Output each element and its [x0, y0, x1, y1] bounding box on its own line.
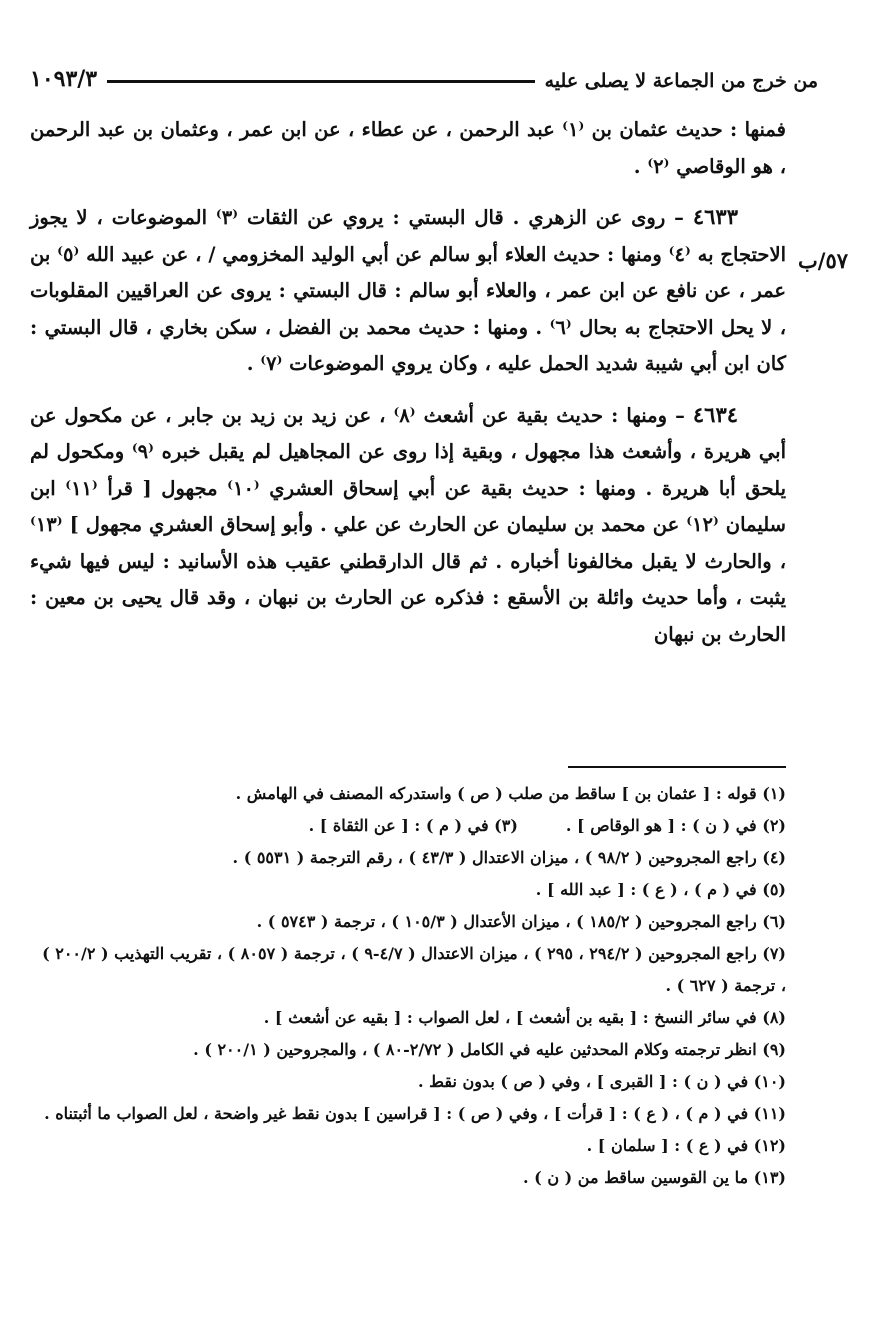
footnote: (١٢) في ( ع ) : [ سلمان ] . [586, 1136, 786, 1155]
running-title: من خرج من الجماعة لا يصلى عليه [544, 70, 818, 92]
footnote: (٣) في ( م ) : [ عن الثقاة ] . [308, 816, 518, 835]
footnote-row [40, 810, 786, 842]
header-rule [107, 80, 535, 83]
footnote: (٢) في ( ن ) : [ هو الوقاص ] . [565, 816, 786, 835]
main-text [30, 112, 786, 667]
paragraph [30, 199, 786, 383]
footnote: (٤) راجع المجروحين ( ٩٨/٢ ) ، ميزان الاعتدال ( ٤٣/٣ ) ، رقم الترجمة ( ٥٥٣١ ) . [232, 848, 786, 867]
footnote-separator [568, 766, 786, 768]
paragraph-text: فمنها : حديث عثمان بن ⁽١⁾ عبد الرحمن ، عن عطاء ، عن ابن عمر ، وعثمان بن عبد الرحمن ، هو الوقاصي ⁽٢⁾ . [30, 118, 786, 178]
footnote: (٩) انظر ترجمته وكلام المحدثين عليه في الكامل ( ٢/٧٢-٨٠ ) ، والمجروحين ( ٢٠٠/١ ) . [193, 1040, 786, 1059]
paragraph-text: – روى عن الزهري . قال البستي : يروي عن الثقات ⁽٣⁾ الموضوعات ، لا يجوز الاحتجاج به ⁽٤⁾ ومنها : حديث العلاء أبو سالم عن أبي الوليد المخزومي / ، عن عبيد الله ⁽٥⁾ بن عمر ، عن نافع عن ابن عمر ، والعلاء أبو سالم : قال البستي : يروى عن العراقيين المقلوبات ، لا يحل الاحتجاج به بحال ⁽٦⁾ . ومنها : حديث محمد بن الفضل ، سكن بخاري ، قال البستي : كان ابن أبي شيبة شديد الحمل عليه ، وكان يروي الموضوعات ⁽٧⁾ . [30, 206, 787, 375]
footnote: (١) قوله : [ عثمان بن ] ساقط من صلب ( ص ) واستدركه المصنف في الهامش . [235, 784, 786, 803]
margin-folio-marker: ٥٧/ب [798, 248, 849, 273]
footnote: (١١) في ( م ) ، ( ع ) : [ قرأت ] ، وفي ( ص ) : [ قراسين ] بدون نقط غير واضحة ، لعل الصواب ما أثبتناه . [44, 1104, 786, 1123]
entry-number: ٤٦٣٣ [692, 204, 738, 229]
page-header [30, 52, 818, 92]
footnote: (٦) راجع المجروحين ( ١٨٥/٢ ) ، ميزان الأعتدال ( ١٠٥/٣ ) ، ترجمة ( ٥٧٤٣ ) . [256, 912, 786, 931]
entry-number: ٤٦٣٤ [692, 401, 739, 427]
footnote: (٧) راجع المجروحين ( ٢٩٤/٢ ، ٢٩٥ ) ، ميزان الاعتدال ( ٤/٧-٩ ) ، ترجمة ( ٨٠٥٧ ) ، تقريب التهذيب ( ٢٠٠/٢ ) ، ترجمة ( ٦٢٧ ) . [42, 944, 786, 995]
paragraph [30, 397, 786, 654]
footnote: (١٣) ما ين القوسين ساقط من ( ن ) . [523, 1168, 786, 1187]
paragraph [30, 112, 786, 185]
paragraph-text: – ومنها : حديث بقية عن أشعث ⁽٨⁾ ، عن زيد بن زيد بن جابر ، عن مكحول عن أبي هريرة ، وأشعث هذا مجهول ، وبقية إذا روى عن المجاهيل لم يقبل خبره ⁽٩⁾ ومكحول لم يلحق أبا هريرة . ومنها : حديث بقية عن أبي إسحاق العشري ⁽١٠⁾ مجهول [ قرأ ⁽١١⁾ ابن سليمان ⁽١٢⁾ عن محمد بن سليمان عن الحارث عن علي . وأبو إسحاق العشري مجهول ] ⁽١٣⁾ ، والحارث لا يقبل مخالفونا أخباره . ثم قال الدارقطني عقيب هذه الأسانيد : ليس فيها شيء يثبت ، وأما حديث وائلة بن الأسقع : فذكره عن الحارث بن نبهان ، وقد قال يحيى بن معين : الحارث بن نبهان [30, 403, 787, 646]
footnote: (١٠) في ( ن ) : [ القبرى ] ، وفي ( ص ) بدون نقط . [418, 1072, 786, 1091]
page-number: ١٠٩٣/٣ [30, 66, 98, 92]
footnote: (٥) في ( م ) ، ( ع ) : [ عبد الله ] . [535, 880, 786, 899]
footnote: (٨) في سائر النسخ : [ بقيه بن أشعث ] ، لعل الصواب : [ بقيه عن أشعث ] . [263, 1008, 786, 1027]
footnotes [40, 778, 786, 1194]
